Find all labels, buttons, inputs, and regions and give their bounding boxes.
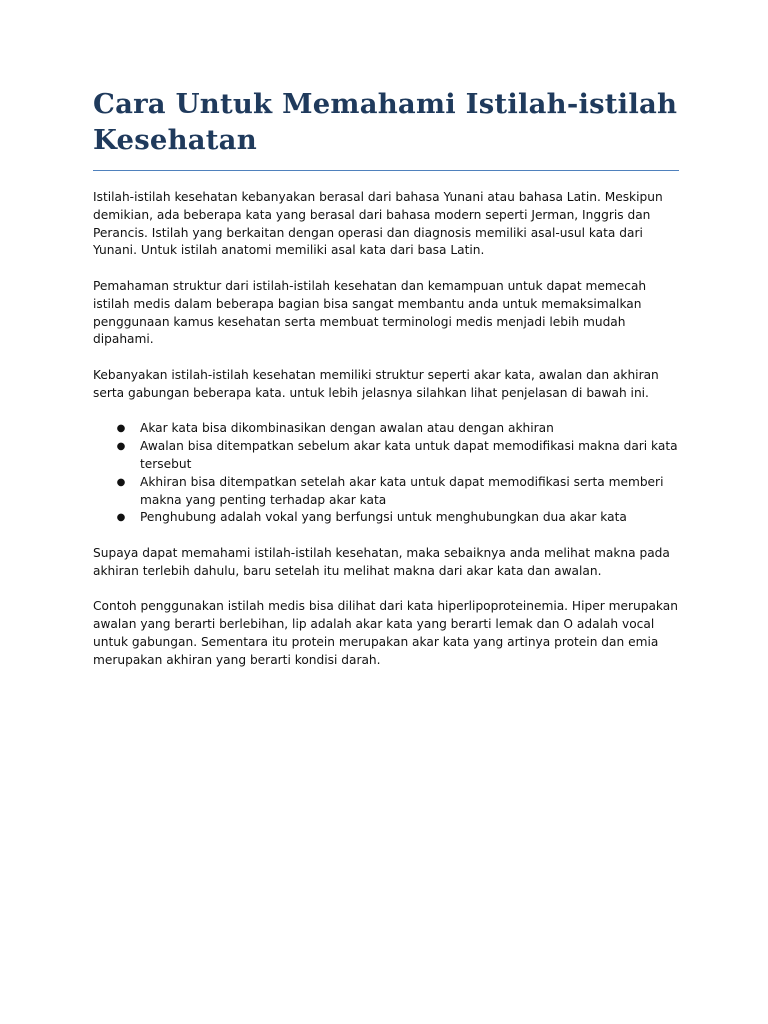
paragraph-example: Contoh penggunakan istilah medis bisa dilihat dari kata hiperlipoproteinemia. Hiper merupakan awalan yang berarti berlebihan, lip adalah akar kata yang berarti lemak dan O adalah vocal untuk gabungan. Sementara itu protein merupakan akar kata yang artinya protein dan emia merupakan akhiran yang berarti kondisi darah.	[93, 599, 678, 667]
paragraph-structure-understanding: Pemahaman struktur dari istilah-istilah kesehatan dan kemampuan untuk dapat memecah istilah medis dalam beberapa bagian bisa sangat membantu anda untuk memaksimalkan penggunaan kamus kesehatan serta membuat terminologi medis menjadi lebih mudah dipahami.	[93, 278, 647, 347]
bullet-list	[93, 420, 679, 527]
document-title: Cara Untuk Memahami Istilah-istilah Kesehatan	[93, 88, 678, 156]
document-content	[93, 86, 679, 687]
list-item	[93, 509, 679, 527]
list-item	[93, 438, 679, 474]
list-item-text: Awalan bisa ditempatkan sebelum akar kata untuk dapat memodifikasi makna dari kata tersebut	[140, 439, 678, 471]
list-item-text: Akhiran bisa ditempatkan setelah akar kata untuk dapat memodifikasi serta memberi makna yang penting terhadap akar kata	[140, 474, 664, 507]
list-item	[93, 420, 679, 438]
bullet-icon: ●	[116, 441, 126, 453]
list-item-text: Akar kata bisa dikombinasikan dengan awalan atau dengan akhiran	[140, 421, 554, 436]
paragraph-structure-intro: Kebanyakan istilah-istilah kesehatan memiliki struktur seperti akar kata, awalan dan akhiran serta gabungan beberapa kata. untuk lebih jelasnya silahkan lihat penjelasan di bawah ini.	[93, 367, 659, 400]
list-item-text: Penghubung adalah vokal yang berfungsi untuk menghubungkan dua akar kata	[140, 510, 627, 525]
title-underline-rule	[93, 170, 679, 171]
bullet-icon: ●	[116, 423, 126, 435]
document-body	[93, 189, 679, 670]
bullet-icon: ●	[116, 476, 126, 488]
paragraph-reading-order: Supaya dapat memahami istilah-istilah kesehatan, maka sebaiknya anda melihat makna pada akhiran terlebih dahulu, baru setelah itu melihat makna dari akar kata dan awalan.	[93, 545, 670, 578]
paragraph-origin: Istilah-istilah kesehatan kebanyakan berasal dari bahasa Yunani atau bahasa Latin. Meskipun demikian, ada beberapa kata yang berasal dari bahasa modern seperti Jerman, Inggris dan Perancis. Istilah yang berkaitan dengan operasi dan diagnosis memiliki asal-usul kata dari Yunani. Untuk istilah anatomi memiliki asal kata dari basa Latin.	[93, 190, 663, 258]
bullet-icon: ●	[116, 512, 126, 524]
list-item	[93, 474, 679, 510]
